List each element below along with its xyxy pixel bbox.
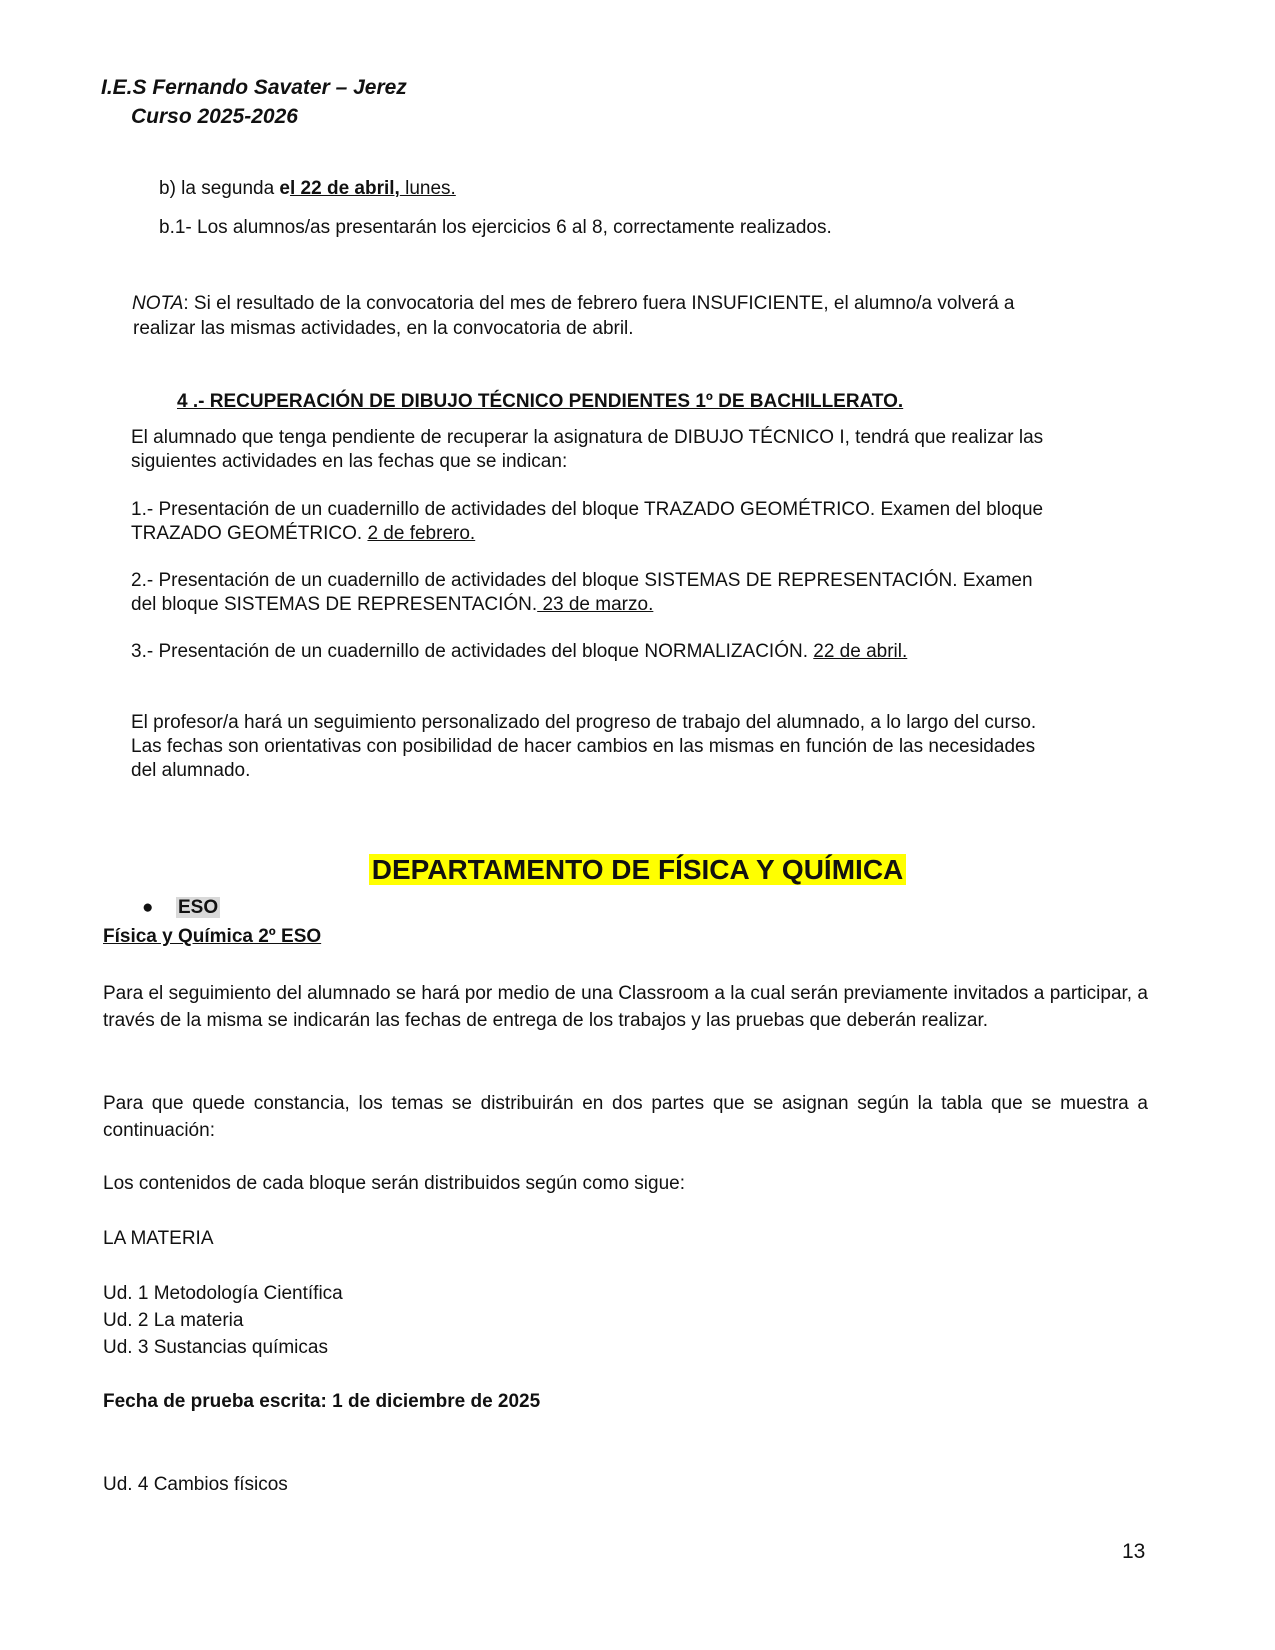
department-para2: Para que quede constancia, los temas se distribuirán en dos partes que se asignan según la tabla que se muestra a continuación: — [103, 1093, 1148, 1141]
item-b-date: l 22 de abril, — [290, 178, 400, 199]
eso-bullet — [142, 896, 153, 920]
point1-text: TRAZADO GEOMÉTRICO. — [131, 523, 368, 544]
section4-closing2: Las fechas son orientativas con posibilidad de hacer cambios en las mismas en función de las necesidades — [131, 736, 1036, 757]
nota-line2: realizar las mismas actividades, en la convocatoria de abril. — [133, 318, 634, 339]
item-b-prefix: b) la segunda — [159, 178, 280, 199]
section4-point3 — [131, 640, 907, 664]
section4-point2-line2 — [131, 593, 653, 617]
department-para3: Los contenidos de cada bloque serán distribuidos según como sigue: — [103, 1173, 685, 1194]
point3-text: 3.- Presentación de un cuadernillo de actividades del bloque NORMALIZACIÓN. — [131, 641, 814, 662]
item-b1: b.1- Los alumnos/as presentarán los ejercicios 6 al 8, correctamente realizados. — [159, 217, 832, 238]
bullet-icon: ● — [142, 897, 154, 918]
section4-closing3: del alumnado. — [131, 760, 251, 781]
header-course: Curso 2025-2026 — [131, 105, 298, 128]
eso-label: ESO — [178, 897, 219, 918]
section4-intro1: El alumnado que tenga pendiente de recuperar la asignatura de DIBUJO TÉCNICO I, tendrá que realizar las — [131, 427, 1044, 448]
eso-label-wrap — [176, 896, 220, 920]
exam-date: Fecha de prueba escrita: 1 de diciembre de 2025 — [103, 1391, 541, 1412]
point2-date: 23 de marzo. — [537, 594, 654, 615]
unit-3: Ud. 3 Sustancias químicas — [103, 1337, 328, 1358]
section4-point1-line2 — [131, 522, 475, 546]
unit-2: Ud. 2 La materia — [103, 1310, 244, 1331]
point2-text: del bloque SISTEMAS DE REPRESENTACIÓN. — [131, 594, 538, 615]
nota-label: NOTA — [132, 293, 184, 314]
nota-line1 — [132, 292, 1015, 316]
item-b-suffix: lunes. — [399, 178, 456, 199]
item-b — [159, 177, 456, 201]
block-title: LA MATERIA — [103, 1228, 214, 1249]
section4-intro2: siguientes actividades en las fechas que se indican: — [131, 451, 568, 472]
department-para1: Para el seguimiento del alumnado se hará por medio de una Classroom a la cual serán previamente invitados a participar, a través de la misma se indicarán las fechas de entrega de los trabajos y las pruebas que deberán realizar. — [103, 983, 1148, 1031]
page-number: 13 — [1122, 1540, 1146, 1563]
nota-text: : Si el resultado de la convocatoria del mes de febrero fuera INSUFICIENTE, el alumno/a volverá a — [183, 293, 1015, 314]
unit-4: Ud. 4 Cambios físicos — [103, 1474, 288, 1495]
point1-date: 2 de febrero. — [367, 523, 476, 544]
department-title: DEPARTAMENTO DE FÍSICA Y QUÍMICA — [369, 854, 907, 885]
section4-title: 4 .- RECUPERACIÓN DE DIBUJO TÉCNICO PENDIENTES 1º DE BACHILLERATO. — [177, 391, 904, 412]
subject-title: Física y Química 2º ESO — [103, 926, 322, 947]
point3-date: 22 de abril. — [813, 641, 908, 662]
item-b-e: e — [279, 178, 290, 199]
section4-point2-line1: 2.- Presentación de un cuadernillo de actividades del bloque SISTEMAS DE REPRESENTACIÓN. Examen — [131, 570, 1033, 591]
section4-closing1: El profesor/a hará un seguimiento personalizado del progreso de trabajo del alumnado, a lo largo del curso. — [131, 712, 1037, 733]
unit-1: Ud. 1 Metodología Científica — [103, 1283, 343, 1304]
header-school: I.E.S Fernando Savater – Jerez — [101, 76, 407, 99]
section4-point1-line1: 1.- Presentación de un cuadernillo de actividades del bloque TRAZADO GEOMÉTRICO. Examen del bloque — [131, 499, 1044, 520]
department-title-wrap — [0, 852, 1275, 887]
